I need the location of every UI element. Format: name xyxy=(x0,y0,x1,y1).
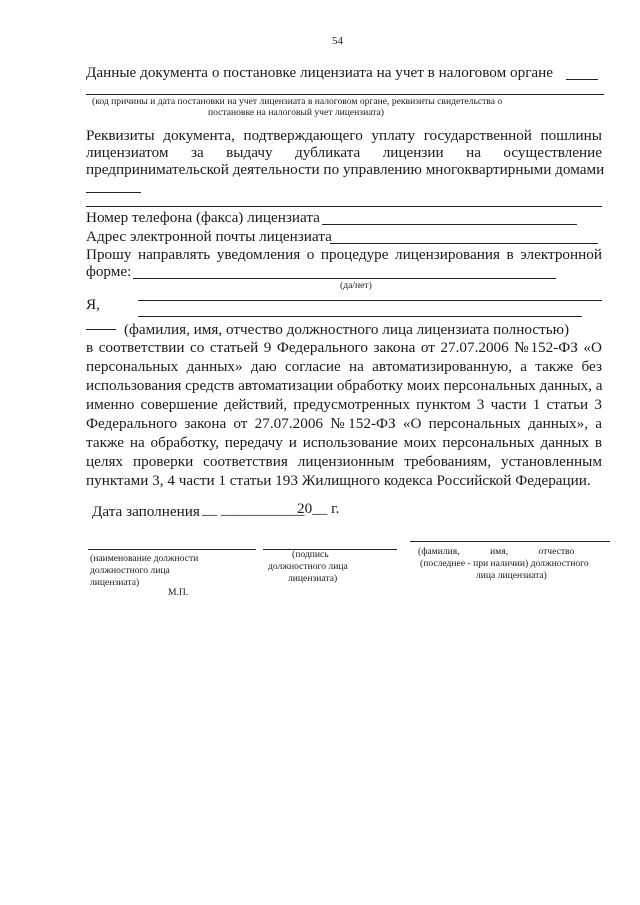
fio-field-1[interactable] xyxy=(138,300,602,301)
tax-registration-label: Данные документа о постановке лицензиата на учет в налоговом органе xyxy=(86,64,554,81)
tax-registration-inline-line[interactable] xyxy=(566,79,598,80)
duty-payment-field-short[interactable] xyxy=(86,192,141,193)
phone-label: Номер телефона (факса) лицензиата xyxy=(86,209,320,226)
signature-note-1: (подпись xyxy=(292,549,329,560)
signature-note-3: лицензиата) xyxy=(288,573,338,584)
tax-registration-note-2: постановке на налоговый учет лицензиата) xyxy=(208,107,385,118)
consent-line-3: использования средств автоматизации обработку моих персональных данных, а xyxy=(86,377,603,394)
consent-line-7: целях проверки соответствия лицензионным требованиям, установленным xyxy=(86,453,602,470)
phone-field[interactable] xyxy=(322,224,577,225)
electronic-notice-note: (да/нет) xyxy=(340,280,372,291)
email-label: Адрес электронной почты лицензиата xyxy=(86,228,332,245)
consent-line-1: в соответствии со статьей 9 Федерального закона от 27.07.2006 №152-ФЗ «О xyxy=(86,339,602,356)
consent-line-2: персональных данных» даю согласие на автоматизированную, а также без xyxy=(86,358,602,375)
duty-payment-line-1: Реквизиты документа, подтверждающего уплату государственной пошлины xyxy=(86,127,602,144)
fio-note: (фамилия, имя, отчество должностного лица лицензиата полностью) xyxy=(124,321,570,338)
fio-signature-note-2: (последнее - при наличии) должностного xyxy=(420,558,589,569)
consent-ya: Я, xyxy=(86,296,100,313)
consent-line-6: также на обработку, передачу и использование моих персональных данных в xyxy=(86,434,602,451)
position-note-3: лицензиата) xyxy=(90,577,140,588)
electronic-notice-field[interactable] xyxy=(133,278,556,279)
position-field[interactable] xyxy=(88,549,256,550)
consent-line-5: Федерального закона от 27.07.2006 №152-ФЗ «О персональных данных», а xyxy=(86,415,602,432)
fill-date-year: 20__ г. xyxy=(297,500,340,517)
duty-payment-line-2: лицензиатом за выдачу дубликата лицензии на осуществление xyxy=(86,144,602,161)
email-field[interactable] xyxy=(330,243,598,244)
page-number: 54 xyxy=(332,35,343,47)
fio-field-2[interactable] xyxy=(138,316,582,317)
electronic-notice-line-1: Прошу направлять уведомления о процедуре лицензирования в электронной xyxy=(86,246,602,263)
fio-signature-field[interactable] xyxy=(410,541,610,542)
signature-note-2: должностного лица xyxy=(268,561,348,572)
fill-date-label: Дата заполнения xyxy=(92,503,200,520)
duty-payment-line-3: предпринимательской деятельности по управлению многоквартирными домами xyxy=(86,161,605,178)
fio-signature-note-1: (фамилия, имя, отчество xyxy=(418,546,575,557)
fio-signature-note-3: лица лицензиата) xyxy=(476,570,547,581)
duty-payment-field-long[interactable] xyxy=(86,206,602,207)
fill-date-blank[interactable]: __ ___________ xyxy=(202,501,305,518)
consent-line-8: пунктами 3, 4 части 1 статьи 193 Жилищного кодекса Российской Федерации. xyxy=(86,472,591,489)
consent-line-4: именно совершение действий, предусмотренных пунктом 3 части 1 статьи 3 xyxy=(86,396,602,413)
signature-field[interactable] xyxy=(263,549,397,550)
position-note-2: должностного лица xyxy=(90,565,170,576)
tax-registration-field-line[interactable] xyxy=(86,94,604,95)
fio-field-3[interactable] xyxy=(86,329,116,330)
tax-registration-note-1: (код причины и дата постановки на учет лицензиата в налоговом органе, реквизиты свидетельства о xyxy=(92,96,503,107)
stamp-label: М.П. xyxy=(168,587,189,598)
electronic-notice-line-2: форме: xyxy=(86,263,132,280)
position-note-1: (наименование должности xyxy=(90,553,199,564)
